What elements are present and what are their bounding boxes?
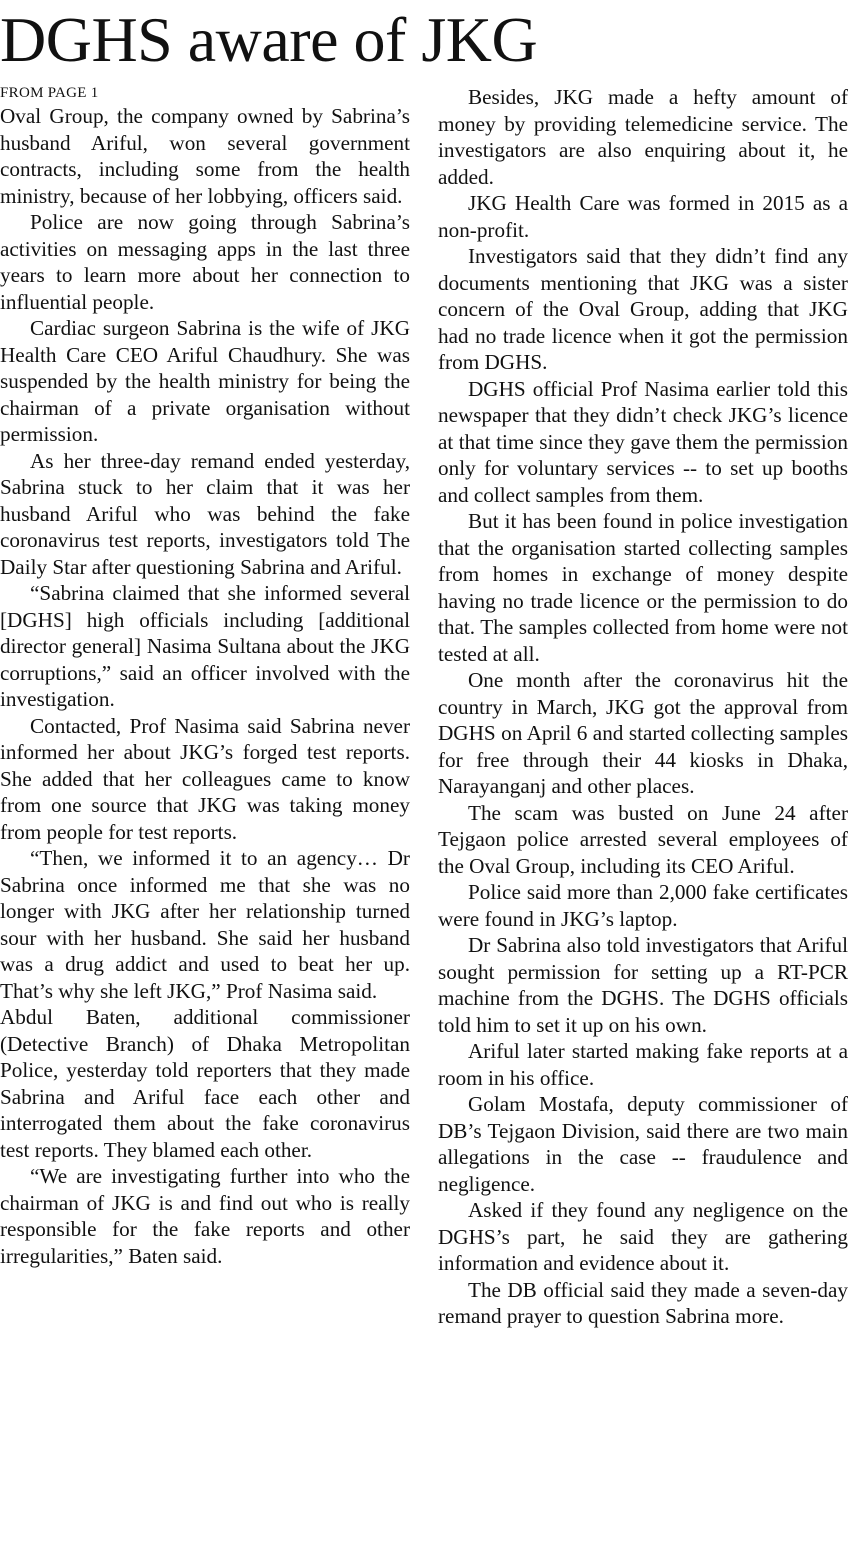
article-paragraph: Abdul Baten, additional commissioner (Detective Branch) of Dhaka Metropolitan Police, yesterday told reporters that they made Sabrina and Ariful face each other and interrogated them about the fake coronavirus test reports. They blamed each other. bbox=[0, 1005, 410, 1162]
article-paragraph: Oval Group, the company owned by Sabrina’s husband Ariful, won several government contracts, including some from the health ministry, because of her lobbying, officers said. bbox=[0, 104, 410, 208]
article-paragraph: “Then, we informed it to an agency… Dr Sabrina once informed me that she was no longer with JKG after her relationship turned sour with her husband. She said her husband was a drug addict and used to beat her up. That’s why she left JKG,” Prof Nasima said. bbox=[0, 846, 410, 1003]
article-paragraph: The scam was busted on June 24 after Tejgaon police arrested several employees of the Oval Group, including its CEO Ariful. bbox=[438, 800, 848, 878]
article-paragraph: The DB official said they made a seven-day remand prayer to question Sabrina more. bbox=[438, 1277, 848, 1328]
article-paragraph: But it has been found in police investigation that the organisation started collecting samples from homes in exchange of money despite having no trade licence or the permission to do that. The samples collected from home were not tested at all. bbox=[438, 509, 848, 666]
article-paragraph: As her three-day remand ended yesterday, Sabrina stuck to her claim that it was her husband Ariful who was behind the fake coronavirus test reports, investigators told The Daily Star after questioning Sabrina and Ariful. bbox=[0, 448, 410, 579]
article-paragraph: “We are investigating further into who the chairman of JKG is and find out who is really responsible for the fake reports and other irregularities,” Baten said. bbox=[0, 1164, 410, 1268]
article-paragraph: Police said more than 2,000 fake certificates were found in JKG’s laptop. bbox=[438, 880, 848, 931]
article-paragraph: Golam Mostafa, deputy commissioner of DB’s Tejgaon Division, said there are two main allegations in the case -- fraudulence and negligence. bbox=[438, 1092, 848, 1196]
article-paragraph: Asked if they found any negligence on the DGHS’s part, he said they are gathering information and evidence about it. bbox=[438, 1198, 848, 1275]
article-paragraph: DGHS official Prof Nasima earlier told this newspaper that they didn’t check JKG’s licence at that time since they gave them the permission only for voluntary services -- to set up booths and collect samples from them. bbox=[438, 376, 848, 507]
article-paragraph: Dr Sabrina also told investigators that Ariful sought permission for setting up a RT-PCR machine from the DGHS. The DGHS officials told him to set it up on his own. bbox=[438, 933, 848, 1037]
continuation-kicker: FROM PAGE 1 bbox=[0, 85, 99, 101]
article-paragraph: JKG Health Care was formed in 2015 as a non-profit. bbox=[438, 191, 848, 242]
left-column bbox=[0, 84, 410, 1269]
article-paragraph: Ariful later started making fake reports at a room in his office. bbox=[438, 1039, 848, 1090]
headline: DGHS aware of JKG bbox=[0, 4, 538, 75]
article-paragraph: One month after the coronavirus hit the country in March, JKG got the approval from DGHS on April 6 and started collecting samples for free through their 44 kiosks in Dhaka, Narayanganj and other places. bbox=[438, 668, 848, 798]
article-paragraph: Contacted, Prof Nasima said Sabrina never informed her about JKG’s forged test reports. She added that her colleagues came to know from one source that JKG was taking money from people for test reports. bbox=[0, 713, 410, 844]
article-paragraph: Investigators said that they didn’t find any documents mentioning that JKG was a sister concern of the Oval Group, adding that JKG had no trade licence when it got the permission from DGHS. bbox=[438, 244, 848, 374]
article-paragraph: Besides, JKG made a hefty amount of money by providing telemedicine service. The investigators are also enquiring about it, he added. bbox=[438, 85, 848, 189]
article-paragraph: Police are now going through Sabrina’s activities on messaging apps in the last three years to learn more about her connection to influential people. bbox=[0, 210, 410, 314]
article-paragraph: Cardiac surgeon Sabrina is the wife of JKG Health Care CEO Ariful Chaudhury. She was suspended by the health ministry for being the chairman of a private organisation without permission. bbox=[0, 316, 410, 446]
right-column bbox=[438, 84, 848, 1330]
article-paragraph: “Sabrina claimed that she informed several [DGHS] high officials including [additional director general] Nasima Sultana about the JKG corruptions,” said an officer involved with the investigation. bbox=[0, 581, 410, 711]
